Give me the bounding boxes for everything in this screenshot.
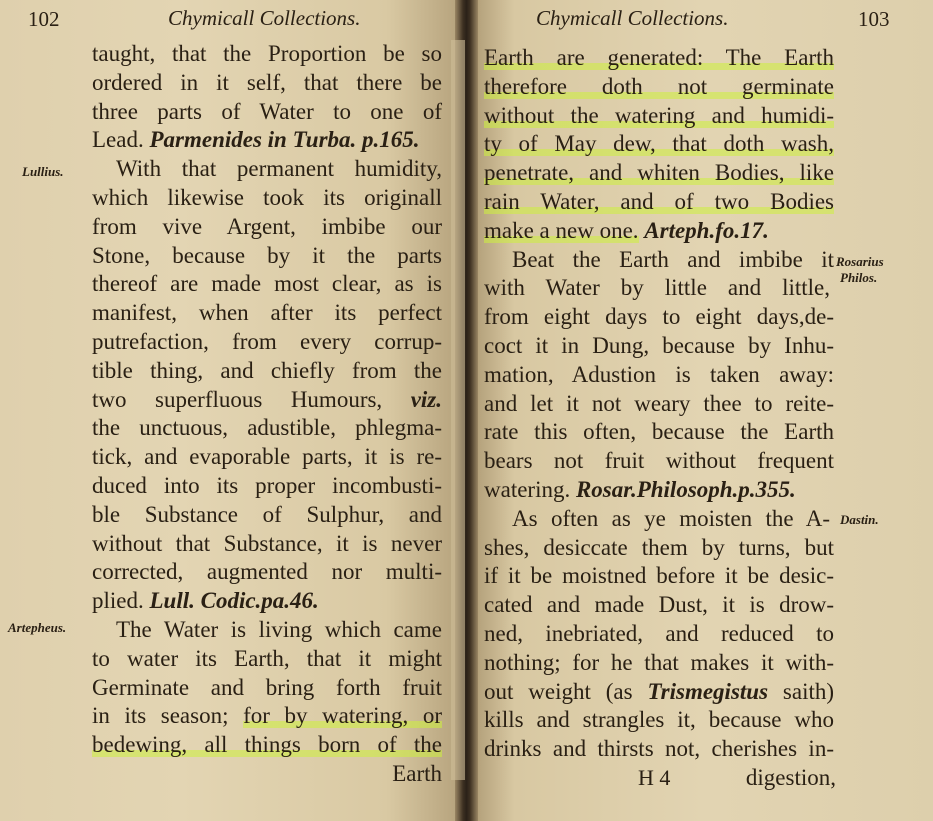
right-line-text: Earth are generated: The Earth [484,45,834,70]
right-text-line [484,188,834,216]
left-line-text: bedewing, all things born of the [92,732,442,758]
right-text-line [484,332,834,360]
left-text-line [92,386,442,414]
right-line-text: cated and made Dust, it is drow- [484,592,834,618]
margin-note-lullius: Lullius. [22,164,64,179]
right-line-text: shes, desiccate them by turns, but [484,534,834,560]
left-line-text: without that Substance, it is never [92,530,442,556]
left-line-text: With that permanent humidity, [116,156,442,182]
left-text-line [92,69,442,97]
right-line-text: make a new one. [484,217,639,243]
left-line-text: taught, that the Proportion be so [92,41,442,66]
left-text-line [92,702,442,730]
right-text-line [484,390,834,418]
right-text-line [484,735,834,763]
page-number-left: 102 [28,7,60,31]
left-line-text: two superfluous Humours, [92,386,383,412]
viz-abbrev: viz. [410,386,442,412]
right-line-text: bears not fruit without frequent [484,448,834,474]
right-line-text: mation, Adustion is taken away: [484,361,834,387]
left-line-text: thereof are made most clear, as is [92,271,442,297]
left-text-line [92,184,442,212]
citation-parmenides: Parmenides in Turba. p.165. [149,127,420,153]
name-trismegistus: Trismegistus [647,678,769,704]
left-line-text: corrected, augmented nor multi- [92,559,442,585]
citation-rosar: Rosar.Philosoph.p.355. [575,477,796,502]
left-text-line [92,299,442,327]
left-text-line [92,443,442,471]
right-text-line [484,303,834,331]
right-line-text: without the watering and humidi- [484,102,834,128]
right-line-text: penetrate, and whiten Bodies, like [484,160,834,186]
left-text-line [92,587,442,615]
right-text-line [484,73,834,101]
left-text-line [92,98,442,126]
right-line-text: kills and strangles it, because who [484,707,834,733]
left-text-line [92,674,442,702]
right-text-line [736,764,836,792]
left-line-text: The Water is living which came [116,617,442,642]
running-header-left: Chymicall Collections. [168,6,361,30]
right-text-line [484,447,834,475]
left-text-line [92,414,442,442]
left-text-line [92,530,442,558]
right-line-text: ned, inebriated, and reduced to [484,621,834,646]
right-line-text: rate this often, because the Earth [484,419,834,445]
left-text-line [92,731,442,759]
right-text-line [484,102,834,130]
left-line-text: tick, and evaporable parts, it is re- [92,444,442,470]
left-text-line [92,645,442,673]
right-text-line [484,418,834,446]
right-text-line [512,505,830,533]
left-line-text: Lead. [92,127,144,153]
left-text-line [92,126,442,154]
right-line-text: ty of May dew, that doth wash, [484,131,834,157]
right-line-text: rain Water, and of two Bodies [484,189,834,214]
margin-note-dastin: Dastin. [840,512,879,527]
saith-text: saith) [782,678,835,704]
right-text-line [484,620,834,648]
left-text-line [116,616,442,644]
left-line-text: in its season; [92,703,229,729]
margin-note-rosarius: Rosarius [836,254,884,269]
left-text-line [92,242,442,270]
left-text-line [92,328,442,356]
highlighted-phrase: for by watering, or [243,703,442,729]
left-page [0,0,455,821]
right-line-text: nothing; for he that makes it with- [484,649,834,675]
left-text-line [92,558,442,586]
left-line-text: tible thing, and chiefly from the [92,357,442,383]
left-text-line [92,501,442,529]
left-text-line [92,472,442,500]
right-text-line [512,246,834,274]
left-text-line [116,155,442,183]
right-line-text: Beat the Earth and imbibe it [512,246,834,272]
signature-mark: H 4 [638,765,671,790]
right-line-text: therefore doth not germinate [484,73,834,99]
right-line-text: from eight days to eight days,de- [484,304,834,330]
citation-arteph: Arteph.fo.17. [644,217,769,243]
right-line-text: out weight (as [484,678,633,704]
left-line-text: from vive Argent, imbibe our [92,213,442,239]
left-line-text: ble Substance of Sulphur, and [92,501,442,527]
left-line-text: which likewise took its originall [92,185,442,210]
left-line-text: to water its Earth, that it might [92,645,442,671]
left-line-text: the unctuous, adustible, phlegma- [92,415,442,441]
right-text-line [484,562,834,590]
running-header-right: Chymicall Collections. [536,6,729,30]
right-text-line [484,44,834,72]
right-line-text: with Water by little and little, [484,275,830,301]
right-text-line [484,649,834,677]
left-line-text: three parts of Water to one of [92,98,442,124]
margin-note-artepheus: Artepheus. [8,620,67,635]
left-text-line [92,270,442,298]
left-text-line [92,40,442,68]
left-text-line [92,213,442,241]
right-text-line [484,476,834,504]
left-text-line [92,357,442,385]
right-text-line [484,591,834,619]
page-number-right: 103 [858,7,890,31]
right-line-text: watering. [484,477,571,502]
left-line-text: Germinate and bring forth fruit [92,674,442,700]
citation-lull: Lull. Codic.pa.46. [149,588,319,614]
margin-note-philos: Philos. [840,270,878,285]
left-line-text: duced into its proper incombusti- [92,473,442,498]
left-line-text: putrefaction, from every corrup- [92,329,442,354]
left-line-text: ordered in it self, that there be [92,69,442,95]
right-line-text: digestion, [745,765,836,790]
right-line-text: and let it not weary thee to reite- [484,390,834,416]
right-line-text: if it be moistned before it be desic- [484,563,834,589]
left-line-text: Earth [392,761,442,786]
right-text-line [484,130,834,158]
right-page [478,0,933,821]
right-text-line [484,678,834,706]
right-text-line [484,361,834,389]
right-line-text: As often as ye moisten the A- [512,505,830,531]
right-text-line [484,274,830,302]
left-line-text: manifest, when after its perfect [92,300,442,326]
gutter-bleed-through [451,40,465,780]
right-text-line [484,217,834,245]
right-text-line [484,534,834,562]
right-text-line [484,706,834,734]
right-line-text: coct it in Dung, because by Inhu- [484,333,834,358]
right-line-text: drinks and thirsts not, cherishes in- [484,736,834,762]
right-text-line [484,159,834,187]
left-line-text: plied. [92,588,144,614]
left-text-line [92,760,442,788]
left-line-text: Stone, because by it the parts [92,242,442,268]
